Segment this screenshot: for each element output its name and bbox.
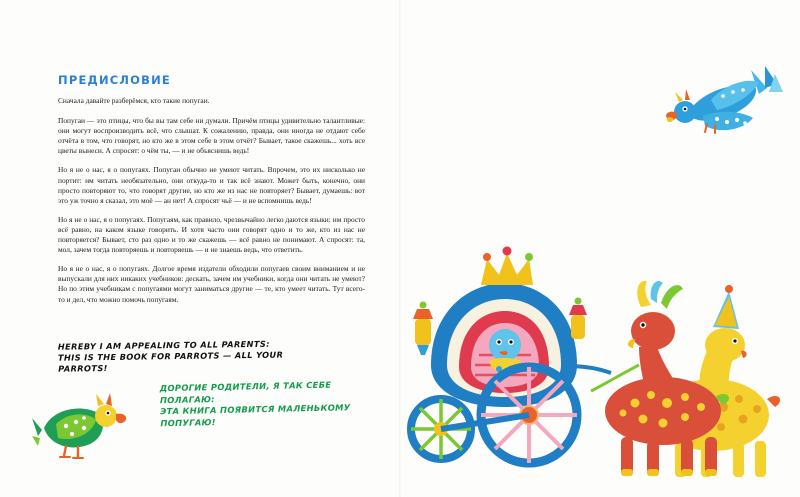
handwritten-note-english: HEREBY I AM APPEALING TO ALL PARENTS: THIS IS THE BOOK FOR PARROTS — ALL YOUR PARROTS!: [57, 338, 284, 374]
paragraph: Но я не о нас, я о попугаях. Долгое время издатели обходили попугаев своим вниманием и не выпускали для них никаких учебников: дескать, зачем им учебники, когда они читать не умеют? Но по этим учебникам с попугаями могут заниматься другие — те, кто умеет читать. Тут всего-то и дел, что можно помочь попугаям.: [58, 264, 365, 304]
paragraph: Сначала давайте разберёмся, кто такие попугаи.: [58, 96, 210, 105]
flying-blue-parrot-icon: [655, 60, 785, 150]
flying-blue-parrot-illustration: [655, 60, 785, 150]
carriage-and-deer-illustration: [395, 215, 795, 480]
paragraph: Но я не о нас, я о попугаях. Попугаи обычно не умеют читать. Впрочем, это их нисколько не портит: им читать необязательно, они откуда-то и так всё знают. Может быть, конечно, они просто повторяют то, что говорят другие, но кто же из нас не повторяет? Бывает, думаешь: вот это уж точно я сказал, это моё — ан нет! А спросят чьё — и не вспомнишь ведь!: [58, 165, 365, 205]
green-parrot-icon: [32, 388, 142, 468]
green-parrot-illustration: [32, 388, 142, 468]
handwritten-note-russian: ДОРОГИЕ РОДИТЕЛИ, Я ТАК СЕБЕ ПОЛАГАЮ: ЭТА КНИГА ПОЯВИТСЯ МАЛЕНЬКОМУ ПОПУГАЮ!: [159, 379, 351, 428]
body-text-column: [58, 96, 365, 314]
paragraph: Попугаи — это птицы, что бы вы там себе ни думали. Причём птицы удивительно талантливые: они могут воспроизводить всё, что слышат. К сожалению, правда, они иногда не отдают себе отчёта в том, что говорят, но кто же в этом себе в этом отчёт? Бывает, такое скажешь... хоть все цветы вынеси. А спросят: о чём ты, — и не объяснишь ведь!: [58, 116, 365, 156]
page-title: ПРЕДИСЛОВИЕ: [58, 73, 171, 87]
royal-carriage-icon: [411, 247, 611, 464]
paragraph: Но я не о нас, я о попугаях. Попугаям, как правило, чрезвычайно легко даются языки: им просто всё равно, на каком языке говорить. И хотя часто они говорят одно и то же, кто из нас не повторяется? Бывает, сто раз одно и то же скажешь — всё равно не понимают. А спросят: та, мол, зачем тогда повторяешь и повторяешь — и не знаешь ведь, что ответить.: [58, 214, 365, 255]
